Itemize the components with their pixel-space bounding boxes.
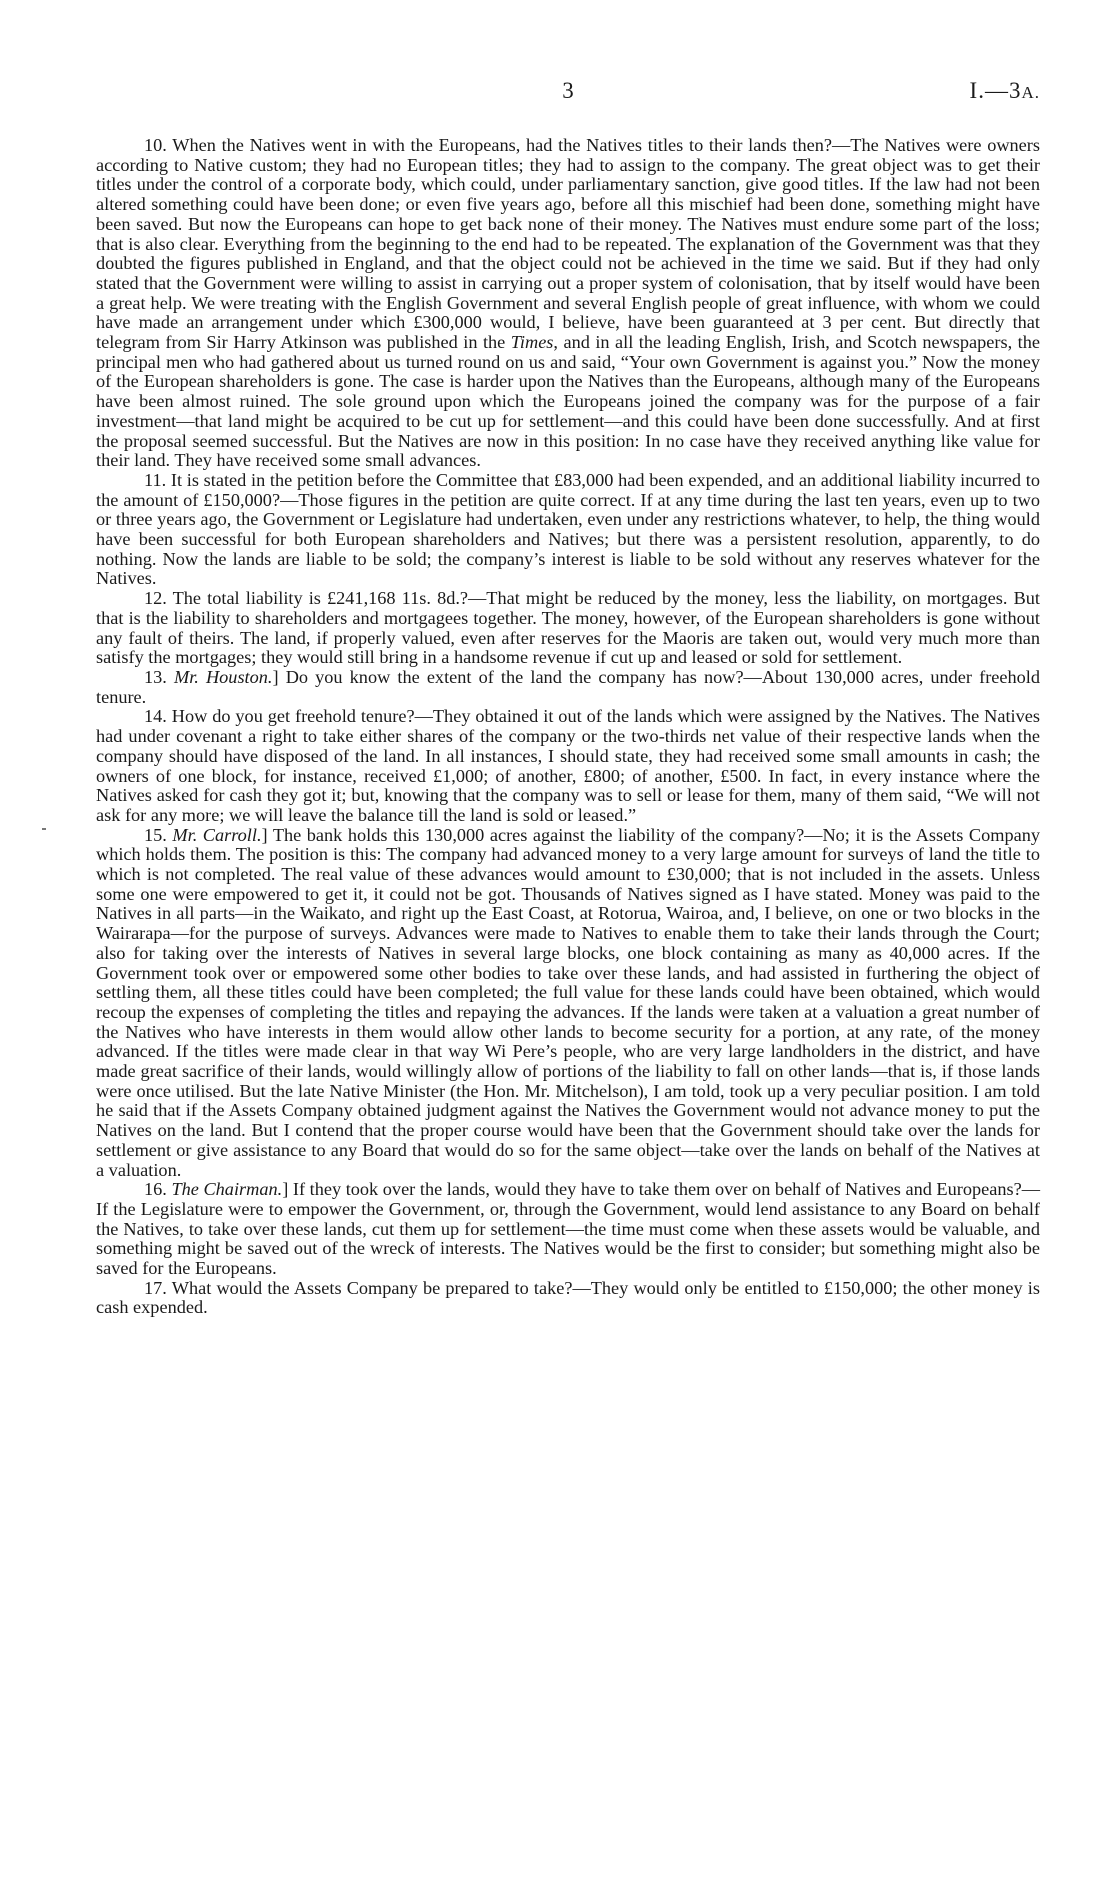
- paragraph-17: [96, 1279, 1040, 1318]
- paragraph-text: ] If they took over the lands, would they have to take them over on behalf of Natives and Europeans?—If the Legislature were to empower the Government, or, through the Government, would lend assistance to any Board on behalf the Natives, to take over these lands, cut them up for settlement—the time must come when these assets would be valuable, and something might be saved out of the wreck of interests. The Natives would be the first to consider; but something might also be saved for the Europeans.: [96, 1179, 1040, 1279]
- paragraph-text: ] The bank holds this 130,000 acres against the liability of the company?—No; it is the Assets Company which holds them. The position is this: The company had advanced money to a very large amount for surveys of land the title to which is not completed. The real value of these advances would amount to £30,000; that is not included in the assets. Unless some one were empowered to get it, it could not be got. Thousands of Natives signed as I have stated. Money was paid to the Natives in all parts—in the Waikato, and right up the East Coast, at Rotorua, Wairoa, and, I believe, on one or two blocks in the Wairarapa—for the purpose of surveys. Advances were made to Natives to enable them to take their lands through the Court; also for taking over the interests of Natives in several large blocks, one block containing as many as 40,000 acres. If the Government took over or empowered some other bodies to take over these lands, and had assisted in furthering the object of settling them, all these titles could have been completed; the full value for these lands could have been obtained, which would recoup the expenses of completing the titles and repaying the advances. If the lands were taken at a valuation a great number of the Natives who have interests in them would allow other lands to become security for a portion, at any rate, of the money advanced. If the titles were made clear in that way Wi Pere’s people, who are very large landholders in the district, and have made great sacrifice of their lands, would willingly allow of portions of the liability to fall on other lands—that is, if those lands were once utilised. But the late Native Minister (the Hon. Mr. Mitchelson), I am told, took up a very peculiar position. I am told he said that if the Assets Company obtained judgment against the Natives the Government would not advance money to put the Natives on the land. But I contend that the proper course would have been that the Government should take over the lands for settlement or give assistance to any Board that would do so for the same object—take over the lands on behalf of the Natives at a valuation.: [96, 824, 1040, 1180]
- document-reference-main: I.—3: [969, 78, 1022, 103]
- paragraph-16: [96, 1180, 1040, 1279]
- paragraph-11: [96, 471, 1040, 589]
- page-number: 3: [562, 78, 574, 103]
- question-number: 16.: [144, 1179, 172, 1200]
- paragraph-text: 11. It is stated in the petition before the Committee that £83,000 had been expended, and an additional liability incurred to the amount of £150,000?—Those figures in the petition are quite correct. If at any time during the last ten years, even up to two or three years ago, the Government or Legislature had undertaken, even under any restrictions whatever, to help, the thing would have been successful for both European shareholders and Natives; but there was a persistent resolution, apparently, to do nothing. Now the lands are liable to be sold; the company’s interest is liable to be sold without any reserves whatever for the Natives.: [96, 469, 1040, 589]
- paragraph-text: 12. The total liability is £241,168 11s. 8d.?—That might be reduced by the money, less the liability, on mortgages. But that is the liability to shareholders and mortgagees together. The money, however, of the European shareholders is gone without any fault of theirs. The land, if properly valued, even after reserves for the Maoris are taken out, would very much more than satisfy the mortgages; they would still bring in a handsome revenue if cut up and leased or sold for settlement.: [96, 588, 1040, 668]
- paragraph-14: [96, 707, 1040, 825]
- question-number: 15.: [144, 824, 173, 845]
- paragraph-13: [96, 668, 1040, 707]
- paragraph-10: [96, 136, 1040, 471]
- paragraph-text: ] Do you know the extent of the land the company has now?—About 130,000 acres, under freehold tenure.: [96, 666, 1041, 707]
- document-reference: [970, 78, 1040, 104]
- italic-newspaper-title: Times: [510, 332, 554, 353]
- paragraph-12: [96, 589, 1040, 668]
- document-body: [96, 136, 1040, 1318]
- paragraph-text: 14. How do you get freehold tenure?—They obtained it out of the lands which were assigned by the Natives. The Natives had under covenant a right to take either shares of the company or the two-thirds net value of their respective lands when the company should have disposed of the land. In all instances, I should state, they had received some small amounts in cash; the owners of one block, for instance, received £1,000; of another, £800; of another, £500. In fact, in every instance where the Natives asked for cash they got it; but, knowing that the company was to sell or lease for them, many of them said, “We will not ask for any more; we will leave the balance till the land is sold or leased.”: [96, 706, 1040, 825]
- document-reference-suffix: A.: [1021, 83, 1040, 102]
- speaker-name: Mr. Carroll.: [172, 824, 262, 845]
- speaker-name: Mr. Houston.: [173, 666, 273, 687]
- paragraph-text: 10. When the Natives went in with the Europeans, had the Natives titles to their lands then?—The Natives were owners according to Native custom; they had no European titles; they had to assign to the company. The great object was to get their titles under the control of a corporate body, which could, under parliamentary sanction, give good titles. If the law had not been altered something could have been done; or even five years ago, before all this mischief had been done, something might have been saved. But now the Europeans can hope to get back none of their money. The Natives must endure some part of the loss; that is also clear. Everything from the beginning to the end had to be repeated. The explanation of the Government was that they doubted the figures published in England, and that the object could not be achieved in the time we said. But if they had only stated that the Government were willing to assist in carrying out a proper system of colonisation, that by itself would have been a great help. We were treating with the English Government and several English people of great influence, with whom we could have made an arrangement under which £300,000 would, I believe, have been guaranteed at 3 per cent. But directly that telegram from Sir Harry Atkinson was published in the: [96, 135, 1040, 353]
- page-header: [96, 78, 1040, 118]
- paragraph-15: [96, 826, 1040, 1181]
- paragraph-text: 17. What would the Assets Company be prepared to take?—They would only be entitled to £150,000; the other money is cash expended.: [96, 1277, 1040, 1318]
- margin-mark: [42, 828, 46, 830]
- paragraph-text-continued: , and in all the leading English, Irish, and Scotch newspapers, the principal men who had gathered about us turned round on us and said, “Your own Government is against you.” Now the money of the European shareholders is gone. The case is harder upon the Natives than the Europeans, although many of the Europeans have been almost ruined. The sole ground upon which the Europeans joined the company was for the purpose of a fair investment—that land might be acquired to be cut up for settlement—and this could have been done successfully. And at first the proposal seemed successful. But the Natives are now in this position: In no case have they received anything like value for their land. They have received some small advances.: [96, 332, 1040, 471]
- question-number: 13.: [144, 666, 174, 687]
- speaker-name: The Chairman.: [171, 1179, 283, 1200]
